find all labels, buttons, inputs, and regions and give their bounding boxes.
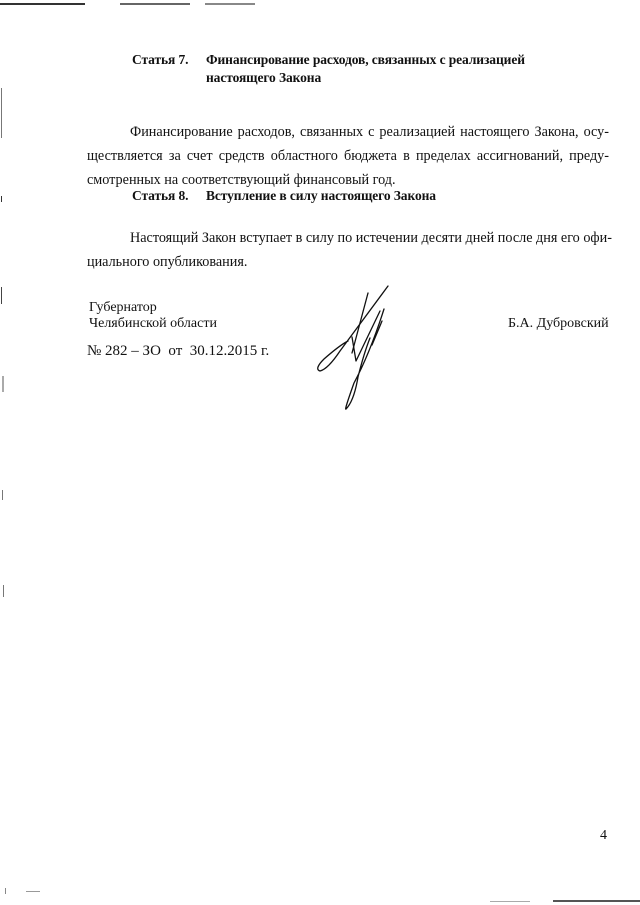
signatory-title: Губернатор <box>89 300 157 315</box>
scan-edge-mark <box>2 490 3 500</box>
article-8-heading <box>132 187 436 205</box>
scan-artifact-top <box>0 0 640 10</box>
scan-edge-mark <box>1 287 2 304</box>
scan-line <box>26 891 40 892</box>
scan-line <box>0 3 85 5</box>
handwritten-signature <box>310 283 400 413</box>
scan-edge-mark <box>2 376 4 392</box>
article-title: Финансирование расходов, связанных с реализацией настоящего Закона <box>206 52 525 85</box>
paragraph-line: Финансирование расходов, связанных с реализацией настоящего Закона, осу- <box>130 124 609 140</box>
paragraph-line: смотренных на соответствующий финансовый год. <box>87 172 396 188</box>
scan-edge-mark <box>3 585 4 597</box>
scan-line <box>490 901 530 902</box>
scan-edge-mark <box>1 196 2 202</box>
paragraph-line: циального опубликования. <box>87 254 248 270</box>
article-8-body <box>87 226 612 274</box>
paragraph-line: Настоящий Закон вступает в силу по истечении десяти дней после дня его офи- <box>130 230 612 246</box>
paragraph-line: ществляется за счет средств областного бюджета в пределах ассигнований, преду- <box>87 148 609 164</box>
page-number: 4 <box>600 828 607 843</box>
article-7-body <box>87 120 609 192</box>
signatory-position <box>89 300 217 332</box>
scan-line <box>5 888 6 894</box>
article-number: Статья 8. <box>132 188 189 203</box>
article-title: Вступление в силу настоящего Закона <box>206 188 436 203</box>
signatory-name: Б.А. Дубровский <box>508 316 609 331</box>
scan-edge-mark <box>1 88 2 138</box>
scan-line <box>205 3 255 5</box>
scan-line <box>120 3 190 5</box>
article-number: Статья 7. <box>132 52 189 67</box>
signatory-region: Челябинской области <box>89 316 217 331</box>
article-7-heading <box>132 51 525 87</box>
scan-line <box>553 900 640 902</box>
law-reference: № 282 – ЗО от 30.12.2015 г. <box>87 343 270 359</box>
